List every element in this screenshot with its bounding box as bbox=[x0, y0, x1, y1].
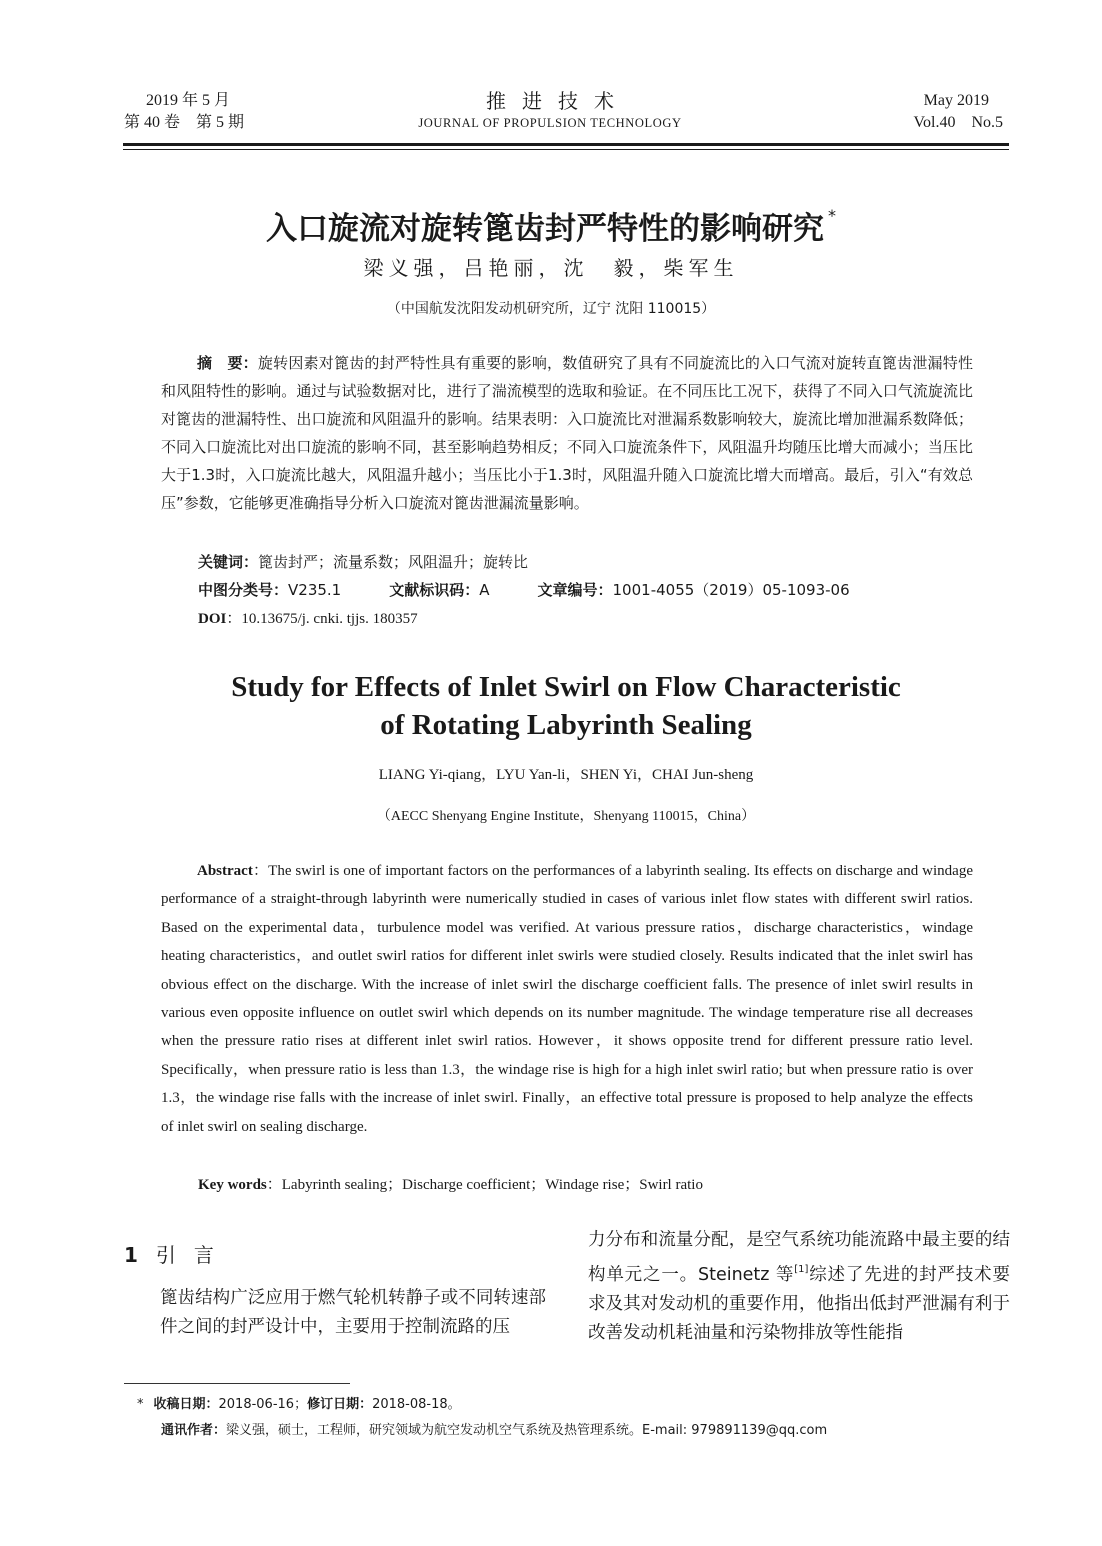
volume-issue-cn: 第 40 卷 第 5 期 bbox=[124, 114, 245, 131]
doc-code-label: 文献标识码： bbox=[389, 581, 480, 599]
volume-issue-en: Vol.40 No.5 bbox=[913, 114, 1003, 131]
title-en-line1: Study for Effects of Inlet Swirl on Flow Characteristic bbox=[231, 671, 901, 703]
body-paragraph: 篦齿结构广泛应用于燃气轮机转静子或不同转速部件之间的封严设计中，主要用于控制流路的压 bbox=[160, 1288, 546, 1337]
paper-title-cn bbox=[100, 194, 1002, 251]
abstract-cn-label: 摘 要： bbox=[197, 354, 258, 372]
journal-name-en: JOURNAL OF PROPULSION TECHNOLOGY bbox=[418, 116, 682, 130]
doi-value: ：10.13675/j. cnki. tjjs. 180357 bbox=[226, 611, 418, 627]
abstract-en-text: ：The swirl is one of important factors on the performances of a labyrinth sealing. Its effects on discharge and windage performance of a straight-through labyrinth were numerically studied in cases of various inlet flow states with different swirl ratios. Based on the experimental data，turbulence model was verified. At various pressure ratios，discharge characteristics，windage heating characteristics，and outlet swirl ratios for different inlet swirls were studied closely. Results indicated that the inlet swirl has obvious effect on the discharge. With the increase of inlet swirl the discharge coefficient falls. The presence of inlet swirl results in various even opposite influence on outlet swirl which depends on its number magnitude. The windage temperature rise all decreases when the pressure ratio rises at different inlet swirl ratios. However，it shows opposite trend for different pressure ratio level. Specifically，when pressure ratio is less than 1.3，the windage rise is high for a high inlet swirl ratio; but when pressure ratio is over 1.3，the windage rise falls with the increase of inlet swirl. Finally，an effective total pressure is proposed to help analyze the effects of inlet swirl on sealing discharge. bbox=[161, 863, 973, 1135]
received-label: 收稿日期： bbox=[153, 1397, 219, 1412]
paper-title-en bbox=[100, 668, 1032, 744]
corr-label: 通讯作者： bbox=[161, 1423, 227, 1438]
footnote-corresponding-author bbox=[161, 1419, 827, 1443]
revised-date: 2018-08-18。 bbox=[372, 1397, 461, 1412]
title-en-line2: of Rotating Labyrinth Sealing bbox=[380, 709, 752, 741]
body-column-left bbox=[124, 1284, 546, 1342]
issue-date-cn: 2019 年 5 月 bbox=[146, 92, 231, 109]
affiliation-cn: （中国航发沈阳发动机研究所，辽宁 沈阳 110015） bbox=[386, 301, 716, 317]
abstract-en-label: Abstract bbox=[197, 863, 253, 879]
keywords-cn bbox=[198, 548, 528, 576]
title-cn-text: 入口旋流对旋转篦齿封严特性的影响研究 bbox=[266, 211, 824, 247]
classification-line bbox=[198, 576, 978, 604]
citation-ref: [1] bbox=[794, 1264, 809, 1275]
section-title: 引言 bbox=[155, 1243, 232, 1267]
authors-cn: 梁义强，吕艳丽，沈 毅，柴军生 bbox=[363, 256, 739, 280]
title-footnote-mark: * bbox=[828, 206, 836, 225]
header-rule-thin bbox=[123, 149, 1009, 150]
affiliation-en: （AECC Shenyang Engine Institute，Shenyang 110015，China） bbox=[376, 809, 756, 824]
clc-label: 中图分类号： bbox=[198, 581, 289, 599]
abstract-cn-text: 旋转因素对篦齿的封严特性具有重要的影响，数值研究了具有不同旋流比的入口气流对旋转直篦齿泄漏特性和风阻特性的影响。通过与试验数据对比，进行了湍流模型的选取和验证。在不同压比工况下，获得了不同入口气流旋流比对篦齿的泄漏特性、出口旋流和风阻温升的影响。结果表明：入口旋流比对泄漏系数影响较大，旋流比增加泄漏系数降低；不同入口旋流比对出口旋流的影响不同，甚至影响趋势相反；不同入口旋流条件下，风阻温升均随压比增大而减小；当压比大于1.3时，入口旋流比越大，风阻温升越小；当压比小于1.3时，风阻温升随入口旋流比增大而增高。最后，引入“有效总压”参数，它能够更准确指导分析入口旋流对篦齿泄漏流量影响。 bbox=[161, 354, 973, 512]
article-no-value: 1001-4055（2019）05-1093-06 bbox=[612, 581, 850, 599]
body-column-right bbox=[588, 1226, 1010, 1348]
header-rule-thick bbox=[123, 143, 1009, 146]
issue-date-en: May 2019 bbox=[923, 92, 989, 109]
keywords-cn-text: 篦齿封严；流量系数；风阻温升；旋转比 bbox=[258, 553, 529, 571]
doi-label: DOI bbox=[198, 611, 227, 627]
abstract-en bbox=[161, 857, 973, 1141]
section-heading-introduction bbox=[124, 1240, 232, 1270]
section-number: 1 bbox=[124, 1243, 138, 1267]
abstract-cn bbox=[161, 349, 973, 517]
footnote-rule bbox=[124, 1383, 350, 1384]
doi-line bbox=[198, 604, 418, 633]
keywords-en bbox=[198, 1171, 703, 1199]
received-date: 2018-06-16； bbox=[218, 1397, 308, 1412]
clc-value: V235.1 bbox=[288, 581, 342, 599]
keywords-en-text: ：Labyrinth sealing；Discharge coefficient；Windage rise；Swirl ratio bbox=[266, 1177, 703, 1193]
header-right bbox=[860, 90, 1003, 134]
footnote-star: * bbox=[137, 1397, 144, 1412]
article-no-label: 文章编号： bbox=[537, 581, 613, 599]
footnote-dates bbox=[137, 1393, 461, 1417]
body-text-a: 力分布和流量分配，是空气系统功能流路中最主要的结构单元之一。Steinetz 等 bbox=[588, 1230, 1010, 1285]
keywords-cn-label: 关键词： bbox=[198, 553, 259, 571]
corr-text: 梁义强，硕士，工程师，研究领域为航空发动机空气系统及热管理系统。E-mail: 979891139@qq.com bbox=[226, 1423, 828, 1438]
body-text-b: 综述了先进的封严技术要求及其对发动机的重要作用，他指出低封严泄漏有利于改善发动机耗油量和污染物排放等性能指 bbox=[588, 1265, 1010, 1343]
header-left bbox=[124, 90, 244, 134]
revised-label: 修订日期： bbox=[307, 1397, 373, 1412]
doc-code-value: A bbox=[479, 581, 490, 599]
journal-masthead bbox=[350, 88, 750, 132]
authors-en: LIANG Yi-qiang，LYU Yan-li，SHEN Yi，CHAI Jun-sheng bbox=[378, 767, 754, 783]
journal-name-cn: 推进技术 bbox=[486, 89, 630, 113]
keywords-en-label: Key words bbox=[198, 1177, 267, 1193]
